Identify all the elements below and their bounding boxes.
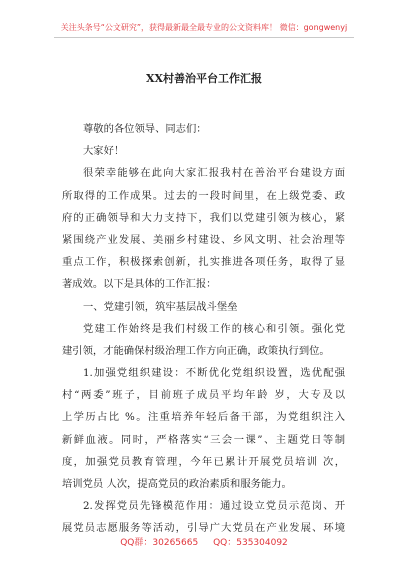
body-line: 培训党员 人次，提高党员的政治素质和服务能力。 [62,478,292,490]
body-line: 很荣幸能够在此向大家汇报我村在善治平台建设方面 [83,167,345,180]
body-line: 所取得的工作成果。过去的一段时间里，在上级党委、政 [62,189,345,202]
body-line: 尊敬的各位领导、同志们： [83,123,207,135]
document-body [62,118,345,540]
body-line: 1.加强党组织建设：不断优化党组织设置，选优配强 [83,367,345,380]
body-line: 重点工作，积极探索创新，扎实推进各项任务，取得了显 [62,256,345,269]
header-banner: 关注头条号“公文研究”，获得最新最全最专业的公文资料库！ 微信：gongwenyj [60,23,348,32]
body-line: 党建工作始终是我们村级工作的核心和引领。强化党 [83,322,345,335]
body-line: 村“两委”班子，目前班子成员平均年龄 岁，大专及以 [62,389,345,402]
header-divider [54,37,354,38]
body-line: 紧围绕产业发展、美丽乡村建设、乡风文明、社会治理等 [62,233,345,246]
body-line: 著成效。以下是具体的工作汇报： [62,278,217,291]
footer-qq-group: QQ群：30265665 [120,538,199,548]
body-line: 展党员志愿服务等活动，引导广大党员在产业发展、环境 [62,522,345,535]
body-line: 府的正确领导和大力支持下，我们以党建引领为核心，紧 [62,211,345,224]
footer-qq: QQ：535304092 [213,538,288,548]
body-line: 建引领，才能确保村级治理工作方向正确，政策执行到位。 [62,344,330,357]
document-title: XX村善治平台工作汇报 [145,72,263,85]
body-line: 度，加强党员教育管理，今年已累计开展党员培训 次， [62,455,345,468]
body-line: 新鲜血液。同时，严格落实“三会一课”、主题党日等制 [62,433,345,446]
body-line: 上学历占比 %。注重培养年轻后备干部，为党组织注入 [62,411,345,424]
body-line: 大家好！ [83,145,125,158]
section-heading: 一、党建引领，筑牢基层战斗堡垒 [83,300,238,313]
body-line: 2.发挥党员先锋模范作用：通过设立党员示范岗、开 [83,500,345,513]
footer-contact [0,535,408,548]
